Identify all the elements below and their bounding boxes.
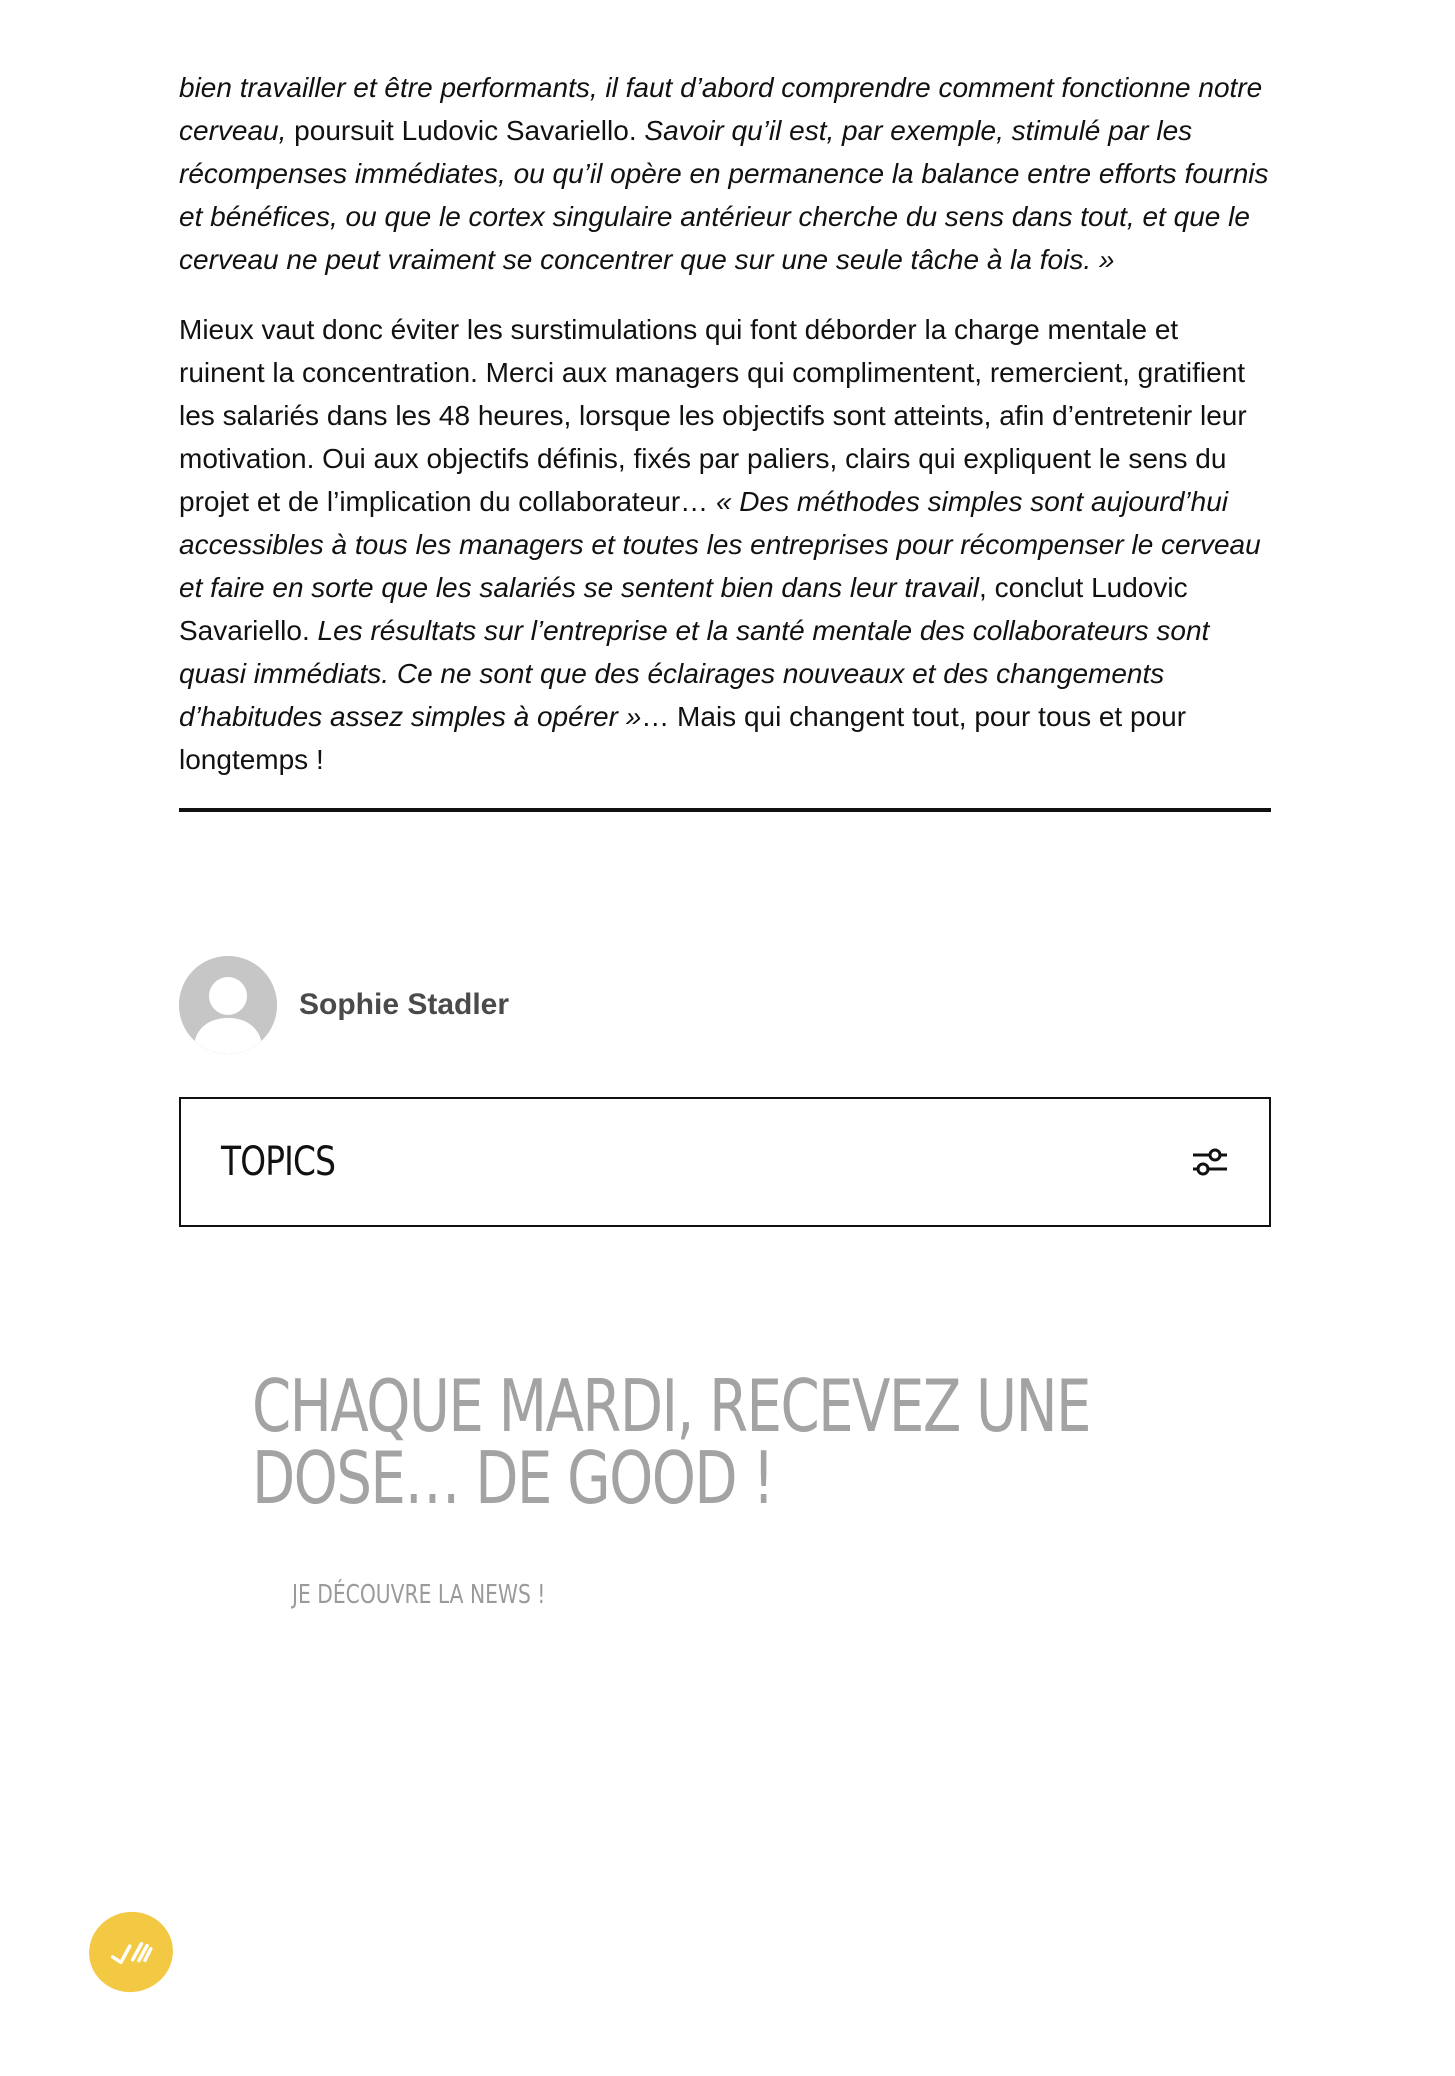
article-text-run: « Des méthodes simples sont aujourd’hui accessibles à tous les managers et toutes les entreprises pour récompenser le cerveau et faire en sorte que les salariés se sentent bien dans leur travail: [179, 486, 1261, 603]
topics-label: TOPICS: [221, 1139, 336, 1185]
article-text-run: Les résultats sur l’entreprise et la santé mentale des collaborateurs sont quasi immédiats. Ce ne sont que des éclairages nouveaux et des changements d’habitudes assez simples à opérer »: [179, 615, 1210, 732]
checklist-icon: [106, 1931, 156, 1973]
discover-news-link[interactable]: JE DÉCOUVRE LA NEWS !: [292, 1580, 546, 1610]
article-divider: [179, 808, 1271, 812]
default-avatar-icon: [179, 956, 277, 1054]
article-text-run: Savoir qu’il est, par exemple, stimulé par les récompenses immédiates, ou qu’il opère en permanence la balance entre efforts fournis et bénéfices, ou que le cortex singulaire antérieur cherche du sens dans tout, et que le cerveau ne peut vraiment se concentrer que sur une seule tâche à la fois. »: [179, 115, 1269, 275]
article-text-run: , conclut Ludovic Savariello.: [179, 572, 1188, 646]
author-name[interactable]: Sophie Stadler: [299, 988, 510, 1021]
article-body: [179, 66, 1271, 781]
floating-action-button[interactable]: [82, 1904, 181, 2000]
article-text-run: bien travailler et être performants, il faut d’abord comprendre comment fonctionne notre cerveau,: [179, 72, 1263, 146]
newsletter-title: CHAQUE MARDI, RECEVEZ UNE DOSE… DE GOOD !: [252, 1364, 1090, 1520]
article-text-run: Mieux vaut donc éviter les surstimulations qui font déborder la charge mentale et ruinent la concentration. Merci aux managers qui complimentent, remercient, gratifient les salariés dans les 48 heures, lorsque les objectifs sont atteints, afin d’entretenir leur motivation. Oui aux objectifs définis, fixés par paliers, clairs qui expliquent le sens du projet et de l’implication du collaborateur…: [179, 314, 1247, 517]
topics-dropdown[interactable]: [179, 1097, 1271, 1227]
article-text-run: poursuit Ludovic Savariello.: [286, 115, 645, 146]
avatar[interactable]: [179, 956, 277, 1054]
filter-sliders-icon[interactable]: [1191, 1145, 1229, 1179]
article-paragraph: [179, 308, 1271, 781]
article-text-run: … Mais qui changent tout, pour tous et pour longtemps !: [179, 701, 1187, 775]
author-block[interactable]: [179, 955, 509, 1055]
article-paragraph: [179, 66, 1271, 281]
